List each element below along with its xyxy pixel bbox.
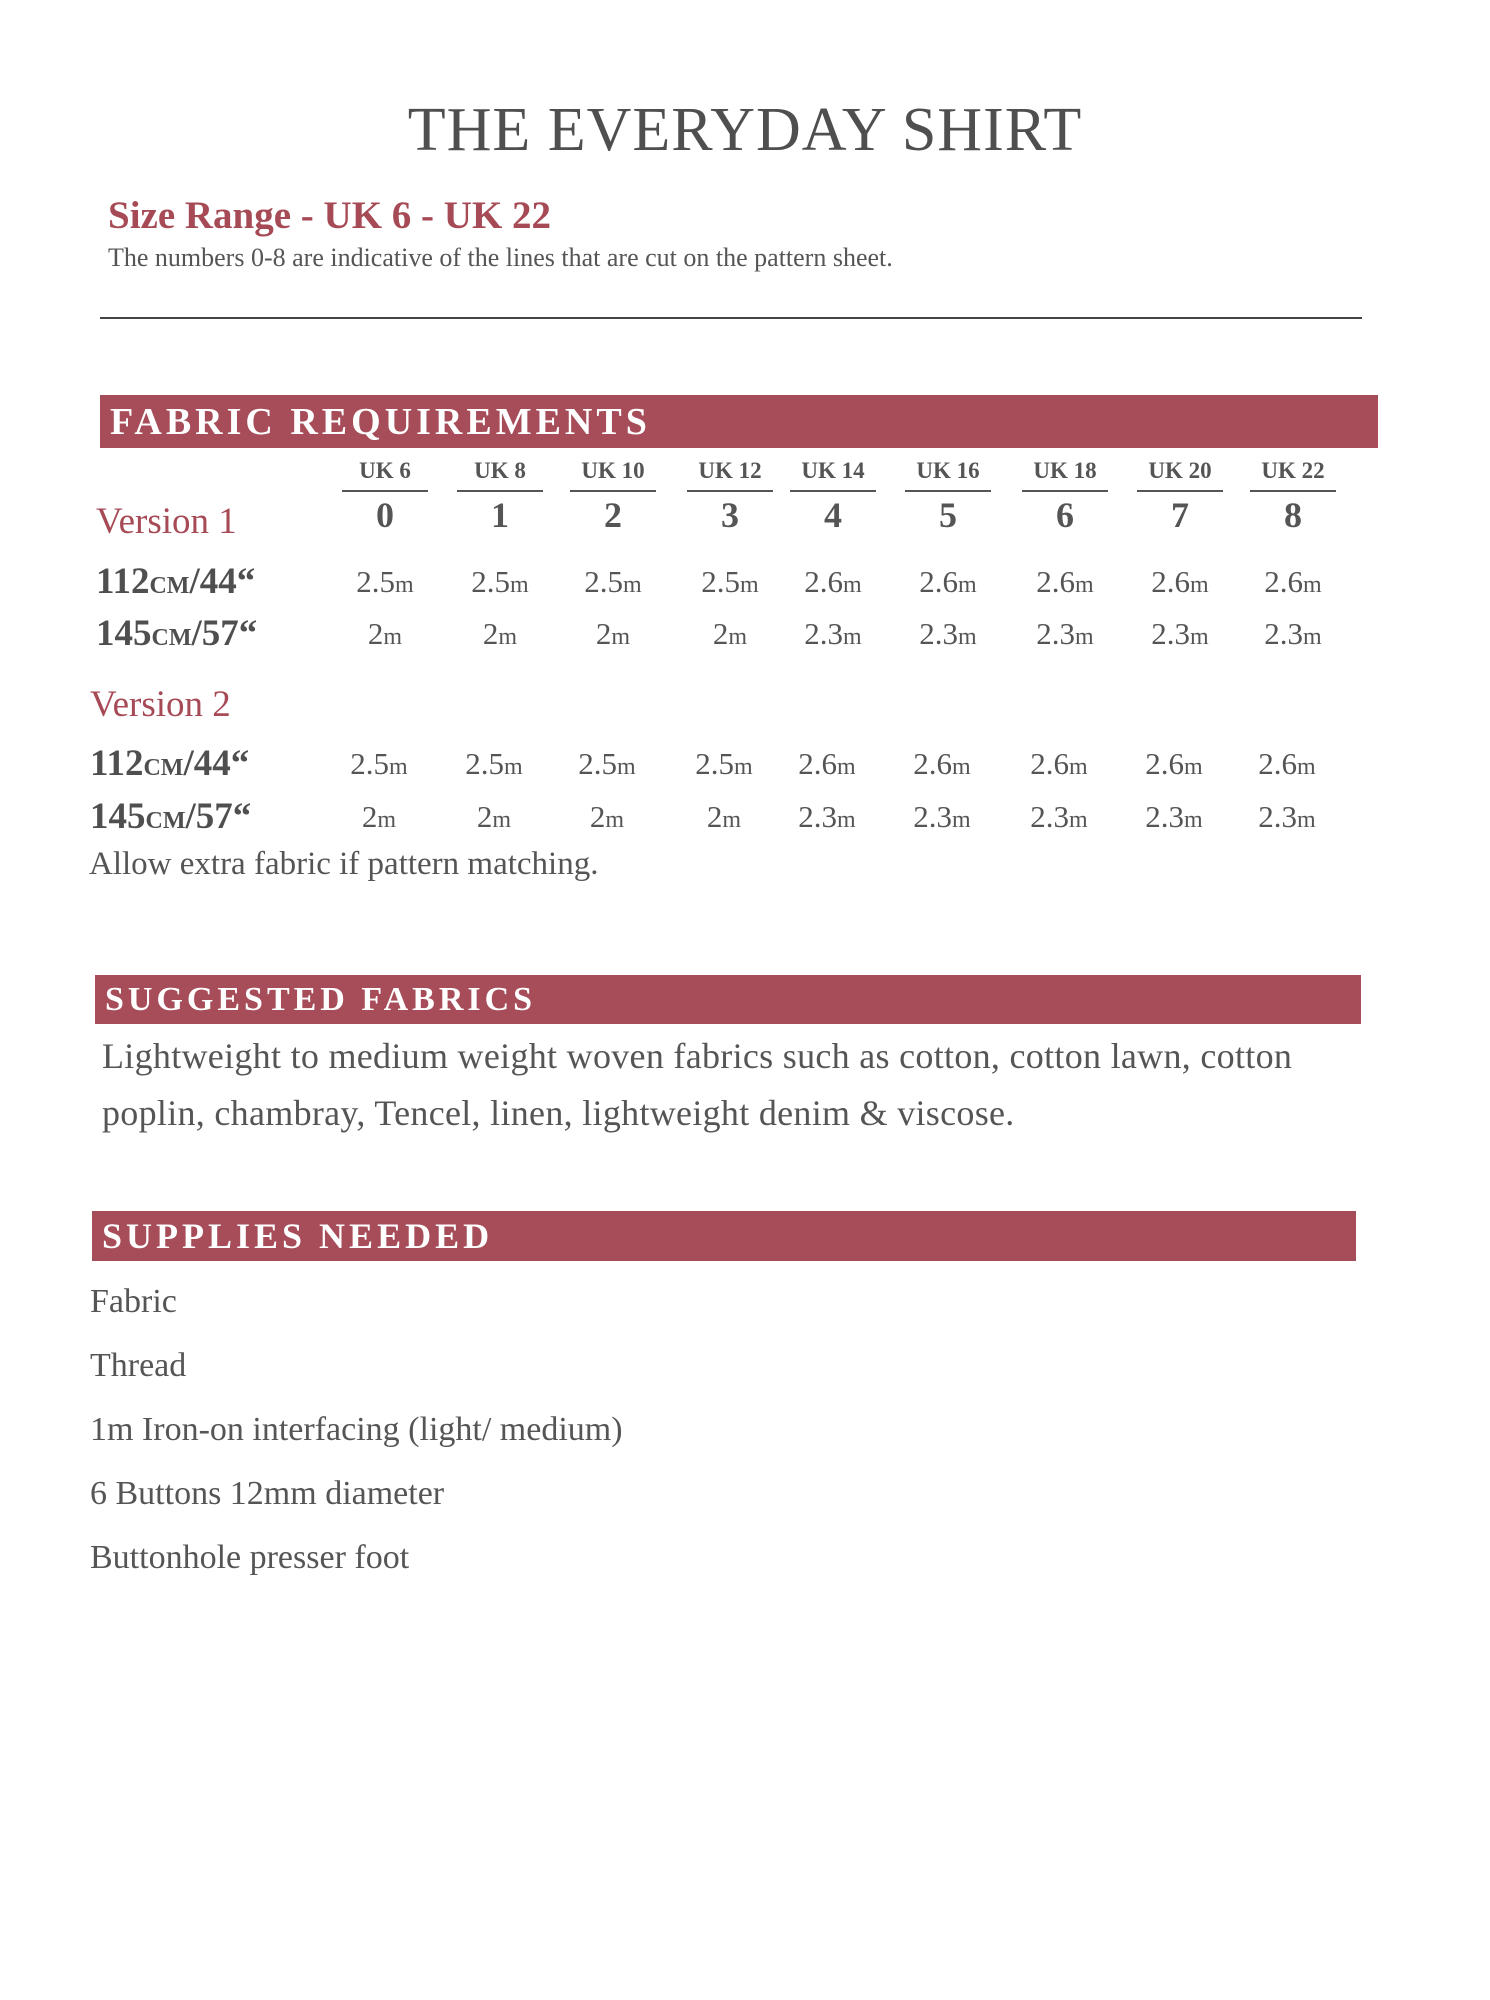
amount-unit: m [504, 754, 523, 780]
amount-unit: m [843, 624, 862, 650]
size-label: UK 20 [1137, 458, 1223, 492]
fabric-amount [772, 799, 882, 835]
width-cm-value: 112 [96, 561, 150, 602]
amount-value: 2.5 [465, 746, 505, 781]
fabric-amount [1119, 799, 1229, 835]
fabric-width-label [90, 795, 251, 838]
amount-value: 2.5 [695, 746, 735, 781]
fabric-amount [445, 564, 555, 600]
fabric-amount [439, 799, 549, 835]
amount-unit: m [740, 572, 759, 598]
pattern-line-number: 4 [824, 495, 842, 535]
supplies-needed-heading: SUPPLIES NEEDED [92, 1211, 1356, 1261]
fabric-amount [778, 564, 888, 600]
fabric-amount [1010, 616, 1120, 652]
width-cm-value: 145 [90, 796, 146, 837]
fabric-width-label [96, 612, 257, 655]
fabric-amount [445, 616, 555, 652]
amount-value: 2.6 [1036, 564, 1076, 599]
amount-value: 2.5 [350, 746, 390, 781]
pattern-line-number: 3 [721, 495, 739, 535]
amount-value: 2.3 [798, 799, 838, 834]
amount-value: 2 [589, 799, 606, 834]
width-inch-value: /57“ [185, 796, 252, 837]
amount-value: 2.3 [1030, 799, 1070, 834]
supply-item: 1m Iron-on interfacing (light/ medium) [90, 1411, 623, 1448]
pattern-line-number: 8 [1284, 495, 1302, 535]
amount-unit: m [1297, 807, 1316, 833]
amount-value: 2.3 [804, 616, 844, 651]
amount-value: 2.6 [913, 746, 953, 781]
suggested-fabrics-text: Lightweight to medium weight woven fabrics such as cotton, cotton lawn, cotton poplin, chambray, Tencel, linen, lightweight denim & viscose. [102, 1036, 1293, 1133]
fabric-amount [1004, 799, 1114, 835]
amount-value: 2 [367, 616, 384, 651]
fabric-amount [552, 746, 662, 782]
amount-unit: m [728, 624, 748, 650]
amount-value: 2.5 [584, 564, 624, 599]
width-cm-unit: CM [151, 625, 192, 651]
pattern-line-number: 6 [1056, 495, 1074, 535]
fabric-width-label [96, 560, 255, 603]
size-label: UK 12 [687, 458, 773, 492]
pattern-matching-note: Allow extra fabric if pattern matching. [89, 846, 599, 882]
amount-unit: m [492, 807, 512, 833]
amount-value: 2.6 [1264, 564, 1304, 599]
fabric-amount [1004, 746, 1114, 782]
supply-item: 6 Buttons 12mm diameter [90, 1475, 445, 1512]
fabric-amount [1232, 746, 1342, 782]
fabric-amount [324, 799, 434, 835]
amount-unit: m [837, 754, 856, 780]
amount-value: 2 [595, 616, 612, 651]
suggested-fabrics-heading: SUGGESTED FABRICS [95, 975, 1361, 1024]
amount-value: 2.6 [1258, 746, 1298, 781]
width-inch-value: /57“ [191, 613, 258, 654]
size-label: UK 18 [1022, 458, 1108, 492]
amount-unit: m [1069, 754, 1088, 780]
fabric-amount [772, 746, 882, 782]
fabric-amount [893, 616, 1003, 652]
amount-unit: m [389, 754, 408, 780]
amount-unit: m [952, 754, 971, 780]
amount-unit: m [498, 624, 518, 650]
pattern-line-number: 1 [491, 495, 509, 535]
amount-unit: m [395, 572, 414, 598]
amount-unit: m [1297, 754, 1316, 780]
size-note: The numbers 0-8 are indicative of the lines that are cut on the pattern sheet. [108, 243, 893, 272]
amount-value: 2.6 [804, 564, 844, 599]
pattern-line-number: 0 [376, 495, 394, 535]
amount-value: 2.3 [919, 616, 959, 651]
fabric-amount [1232, 799, 1342, 835]
version-label: Version 1 [96, 501, 237, 542]
width-inch-value: /44“ [189, 561, 256, 602]
fabric-amount [893, 564, 1003, 600]
amount-value: 2 [706, 799, 723, 834]
amount-value: 2.3 [913, 799, 953, 834]
fabric-amount [330, 616, 440, 652]
supply-item: Fabric [90, 1283, 177, 1320]
fabric-amount [669, 746, 779, 782]
width-inch-value: /44“ [183, 743, 250, 784]
amount-value: 2.5 [578, 746, 618, 781]
pattern-line-number: 2 [604, 495, 622, 535]
amount-value: 2 [476, 799, 493, 834]
pattern-line-number: 5 [939, 495, 957, 535]
amount-unit: m [611, 624, 631, 650]
size-column [1022, 458, 1108, 536]
amount-value: 2.5 [471, 564, 511, 599]
amount-unit: m [617, 754, 636, 780]
size-column [790, 458, 876, 536]
amount-value: 2.6 [919, 564, 959, 599]
fabric-amount [1125, 564, 1235, 600]
amount-value: 2.6 [1145, 746, 1185, 781]
amount-unit: m [623, 572, 642, 598]
amount-value: 2.6 [1030, 746, 1070, 781]
fabric-requirements-heading: FABRIC REQUIREMENTS [100, 395, 1378, 448]
supply-item: Buttonhole presser foot [90, 1539, 410, 1576]
amount-value: 2 [361, 799, 378, 834]
amount-unit: m [734, 754, 753, 780]
size-label: UK 8 [457, 458, 543, 492]
size-column [342, 458, 428, 536]
amount-unit: m [958, 572, 977, 598]
fabric-amount [1238, 564, 1348, 600]
amount-value: 2.3 [1145, 799, 1185, 834]
fabric-amount [1238, 616, 1348, 652]
amount-value: 2.3 [1151, 616, 1191, 651]
size-label: UK 14 [790, 458, 876, 492]
amount-unit: m [1190, 572, 1209, 598]
size-label: UK 22 [1250, 458, 1336, 492]
size-column [457, 458, 543, 536]
width-cm-value: 112 [90, 743, 144, 784]
fabric-amount [439, 746, 549, 782]
fabric-amount [675, 616, 785, 652]
fabric-amount [1010, 564, 1120, 600]
width-cm-unit: CM [143, 755, 184, 781]
fabric-amount [558, 564, 668, 600]
amount-value: 2 [712, 616, 729, 651]
amount-unit: m [1184, 754, 1203, 780]
width-cm-value: 145 [96, 613, 152, 654]
amount-unit: m [837, 807, 856, 833]
amount-unit: m [952, 807, 971, 833]
amount-value: 2.6 [1151, 564, 1191, 599]
size-label: UK 6 [342, 458, 428, 492]
amount-unit: m [958, 624, 977, 650]
supply-item: Thread [90, 1347, 187, 1384]
fabric-amount [324, 746, 434, 782]
fabric-width-label [90, 742, 249, 785]
fabric-amount [558, 616, 668, 652]
amount-value: 2.5 [356, 564, 396, 599]
fabric-amount [552, 799, 662, 835]
size-range-heading: Size Range - UK 6 - UK 22 [108, 194, 552, 237]
amount-unit: m [377, 807, 397, 833]
size-column [687, 458, 773, 536]
amount-unit: m [1184, 807, 1203, 833]
amount-unit: m [510, 572, 529, 598]
fabric-amount [669, 799, 779, 835]
pattern-line-number: 7 [1171, 495, 1189, 535]
fabric-amount [778, 616, 888, 652]
amount-unit: m [1069, 807, 1088, 833]
amount-value: 2.3 [1264, 616, 1304, 651]
width-cm-unit: CM [149, 573, 190, 599]
amount-unit: m [1303, 624, 1322, 650]
size-column [905, 458, 991, 536]
fabric-amount [675, 564, 785, 600]
size-label: UK 16 [905, 458, 991, 492]
amount-unit: m [722, 807, 742, 833]
amount-unit: m [843, 572, 862, 598]
version-label: Version 2 [90, 684, 231, 725]
size-column [570, 458, 656, 536]
size-column [1137, 458, 1223, 536]
width-cm-unit: CM [145, 808, 186, 834]
amount-value: 2.6 [798, 746, 838, 781]
amount-unit: m [1303, 572, 1322, 598]
size-label: UK 10 [570, 458, 656, 492]
fabric-amount [1125, 616, 1235, 652]
amount-unit: m [1075, 572, 1094, 598]
fabric-amount [1119, 746, 1229, 782]
amount-value: 2.3 [1258, 799, 1298, 834]
amount-unit: m [1075, 624, 1094, 650]
amount-value: 2 [482, 616, 499, 651]
fabric-amount [887, 746, 997, 782]
amount-value: 2.3 [1036, 616, 1076, 651]
size-column [1250, 458, 1336, 536]
amount-unit: m [383, 624, 403, 650]
fabric-amount [330, 564, 440, 600]
fabric-amount [887, 799, 997, 835]
amount-unit: m [605, 807, 625, 833]
divider [100, 317, 1362, 319]
amount-value: 2.5 [701, 564, 741, 599]
page-title: THE EVERYDAY SHIRT [407, 96, 1083, 164]
amount-unit: m [1190, 624, 1209, 650]
